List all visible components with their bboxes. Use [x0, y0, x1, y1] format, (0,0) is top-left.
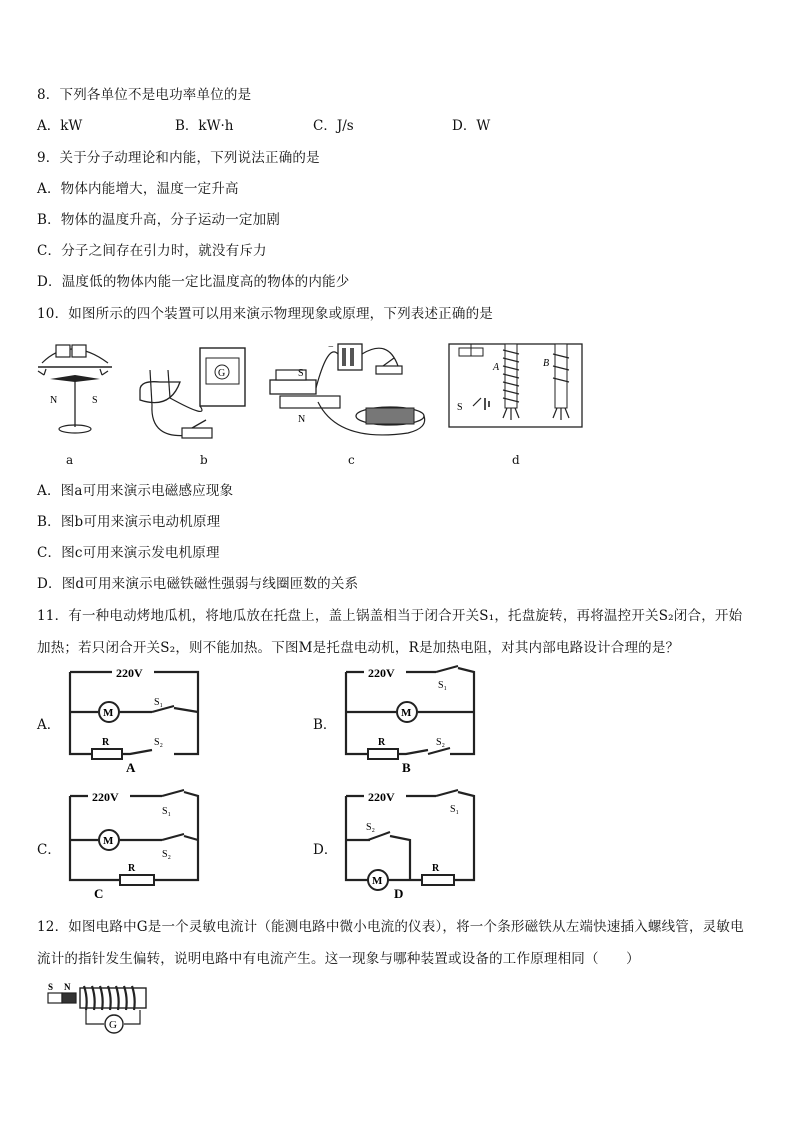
q9-option-a: A．物体内能增大，温度一定升高: [37, 181, 239, 197]
switch-s-label: S: [457, 402, 463, 413]
circuit-d-r: R: [432, 863, 440, 874]
circuit-c-voltage: 220V: [92, 790, 119, 804]
circuit-a: [64, 664, 204, 776]
circuit-b-label: B: [402, 760, 411, 775]
circuit-a-voltage: 220V: [116, 666, 143, 680]
q8-stem: 8．下列各单位不是电功率单位的是: [37, 87, 252, 103]
figure-label-b: b: [200, 453, 208, 467]
q8-option-c: C．J/s: [313, 118, 354, 134]
q12-figure: [46, 980, 156, 1050]
circuit-c-label: C: [94, 886, 104, 901]
galvanometer-g: G: [218, 368, 226, 379]
q11-option-c-letter: C．: [37, 842, 61, 858]
q12-galvanometer-g: G: [109, 1019, 117, 1031]
q8-option-a: A．kW: [37, 118, 83, 134]
q10-figure-d: [445, 340, 590, 435]
circuit-a-s1: S₁: [154, 697, 164, 708]
circuit-b-s1: S₁: [438, 680, 448, 691]
q12-stem-line2: 流计的指针发生偏转，说明电路中有电流产生。这一现象与哪种装置或设备的工作原理相同（ ）: [37, 951, 640, 967]
pole-n-label: N: [298, 414, 306, 425]
compass-n-label: N: [50, 395, 58, 406]
circuit-b-s2: S₂: [436, 737, 446, 748]
circuit-c: [64, 788, 204, 900]
circuit-c-motor: M: [103, 835, 114, 847]
circuit-b-r: R: [378, 737, 386, 748]
circuit-a-r: R: [102, 737, 110, 748]
q10-option-a: A．图a可用来演示电磁感应现象: [37, 483, 234, 499]
circuit-b: [340, 664, 480, 776]
q11-option-d-letter: D．: [313, 842, 338, 858]
circuit-b-motor: M: [401, 707, 412, 719]
q9-option-b: B．物体的温度升高，分子运动一定加剧: [37, 212, 281, 228]
q10-option-d: D．图d可用来演示电磁铁磁性强弱与线圈匝数的关系: [37, 576, 359, 592]
q10-figure-c: [268, 338, 438, 448]
coil-b-label: B: [543, 358, 550, 369]
circuit-d: [340, 788, 480, 900]
circuit-c-r: R: [128, 863, 136, 874]
figure-label-a: a: [66, 453, 74, 467]
circuit-a-label: A: [126, 760, 136, 775]
pole-s-label: S: [298, 368, 304, 379]
q8-option-d: D．W: [452, 118, 491, 134]
circuit-d-voltage: 220V: [368, 790, 395, 804]
q11-option-a-letter: A．: [37, 717, 61, 733]
q11-stem-line1: 11．有一种电动烤地瓜机，将地瓜放在托盘上，盖上锅盖相当于闭合开关S₁，托盘旋转，再将温控开关S₂闭合，开始: [37, 608, 743, 624]
magnet-s-label: S: [48, 982, 54, 992]
battery-minus: −: [328, 342, 334, 353]
q11-stem-line2: 加热；若只闭合开关S₂，则不能加热。下图M是托盘电动机，R是加热电阻，对其内部电路设计合理的是？: [37, 640, 680, 656]
circuit-c-s2: S₂: [162, 849, 172, 860]
q9-option-c: C．分子之间存在引力时，就没有斥力: [37, 243, 267, 259]
circuit-a-s2: S₂: [154, 737, 164, 748]
compass-s-label: S: [92, 395, 98, 406]
circuit-d-s2: S₂: [366, 822, 376, 833]
circuit-c-s1: S₁: [162, 806, 172, 817]
q10-option-c: C．图c可用来演示发电机原理: [37, 545, 220, 561]
q9-option-d: D．温度低的物体内能一定比温度高的物体的内能少: [37, 274, 350, 290]
magnet-n-label: N: [64, 982, 71, 992]
q8-option-b: B．kW·h: [175, 118, 234, 134]
q10-stem: 10．如图所示的四个装置可以用来演示物理现象或原理，下列表述正确的是: [37, 306, 493, 322]
circuit-a-motor: M: [103, 707, 114, 719]
circuit-d-motor: M: [372, 875, 383, 887]
figure-label-c: c: [348, 453, 355, 467]
q9-stem: 9．关于分子动理论和内能，下列说法正确的是: [37, 150, 320, 166]
q10-option-b: B．图b可用来演示电动机原理: [37, 514, 221, 530]
q10-figure-a: [30, 335, 120, 445]
q12-stem-line1: 12．如图电路中G是一个灵敏电流计（能测电路中微小电流的仪表），将一个条形磁铁从左端快速插入螺线管，灵敏电: [37, 919, 744, 935]
figure-label-d: d: [512, 453, 520, 467]
q10-figure-b: [130, 340, 260, 445]
circuit-d-s1: S₁: [450, 804, 460, 815]
q11-option-b-letter: B．: [313, 717, 337, 733]
circuit-b-voltage: 220V: [368, 666, 395, 680]
coil-a-label: A: [493, 362, 500, 373]
circuit-d-label: D: [394, 886, 404, 901]
